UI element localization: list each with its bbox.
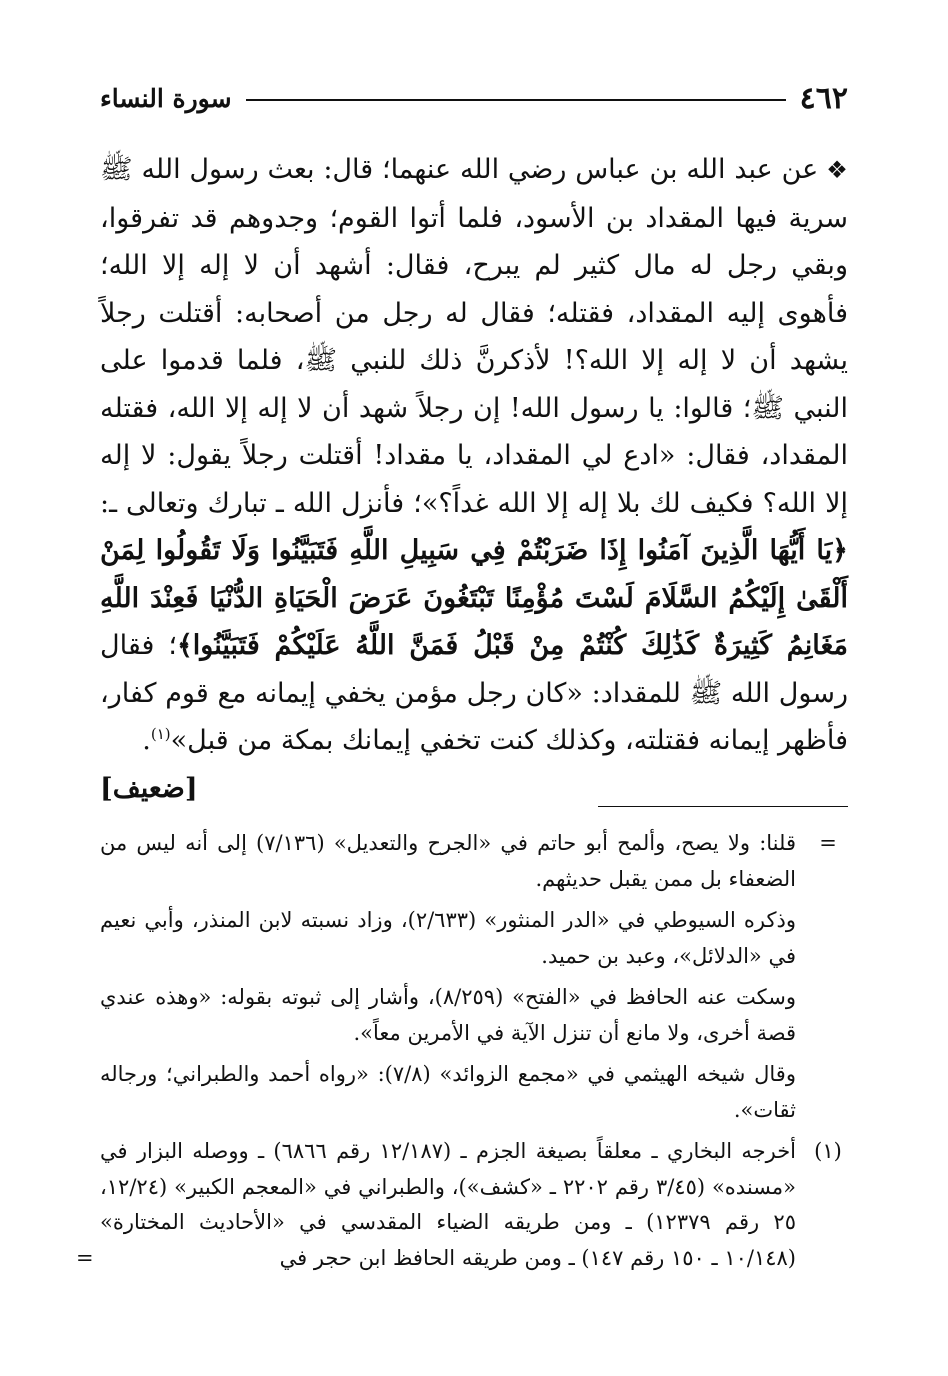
page-header — [100, 78, 848, 118]
page-continues-marker: = — [76, 1245, 94, 1270]
footnote-1-marker: (١) — [814, 1139, 842, 1163]
hadith-text-part1: عن عبد الله بن عباس رضي الله عنهما؛ قال: بعث رسول الله ﷺ سرية فيها المقداد بن الأسود، فلما أتوا القوم؛ وجدوهم قد تفرقوا، وبقي رجل له مال كثير لم يبرح، فقال: أشهد أن لا إله إلا الله؛ فأهوى إليه المقداد، فقتله؛ فقال له رجل من أصحابه: أقتلت رجلاً يشهد أن لا إله إلا الله؟! لأذكرنَّ ذلك للنبي ﷺ، فلما قدموا على النبي ﷺ؛ قالوا: يا رسول الله! إن رجلاً شهد أن لا إله إلا الله، فقتله المقداد، فقال: «ادع لي المقداد، يا مقداد! أقتلت رجلاً يقول: لا إله إلا الله؟ فكيف لك بلا إله إلا الله غداً؟»؛ فأنزل الله ـ تبارك وتعالى ـ: — [100, 154, 848, 519]
footnote-continuation — [100, 826, 848, 1128]
hadith-text — [100, 146, 848, 812]
footnote-paragraph: وقال شيخه الهيثمي في «مجمع الزوائد» (٧/٨): «رواه أحمد والطبراني؛ ورجاله ثقات». — [100, 1062, 796, 1122]
footnote-paragraph: وسكت عنه الحافظ في «الفتح» (٨/٢٥٩)، وأشار إلى ثبوته بقوله: «وهذه عندي قصة أخرى، ولا مانع أن تنزل الآية في الأمرين معاً». — [100, 985, 797, 1045]
page-number: ٤٦٢ — [799, 80, 848, 116]
end-period: . — [142, 725, 151, 756]
hadith-text-part2: ؛ فقال رسول الله ﷺ للمقداد: «كان رجل مؤمن يخفي إيمانه مع قوم كفار، فأظهر إيمانه فقتلته، وكذلك كنت تخفي إيمانك بمكة من قبل» — [100, 630, 848, 756]
footnote-paragraph: وذكره السيوطي في «الدر المنثور» (٢/٦٣٣)، وزاد نسبته لابن المنذر، وأبي نعيم في «الدلائل»، وعبد بن حميد. — [100, 908, 796, 968]
continuation-marker: = — [819, 831, 837, 855]
footnote-reference[interactable]: (١) — [150, 725, 171, 743]
header-rule — [246, 99, 786, 101]
hadith-grade: [ضعيف] — [100, 772, 198, 804]
surah-title: سورة النساء — [100, 83, 232, 113]
footnote-1 — [76, 1134, 848, 1276]
footnote-paragraph: قلنا: ولا يصح، وألمح أبو حاتم في «الجرح والتعديل» (٧/١٣٦) إلى أنه ليس من الضعفاء بل ممن يقبل حديثهم. — [100, 831, 796, 891]
footnotes — [76, 826, 848, 1282]
footnote-1-text: أخرجه البخاري ـ معلقاً بصيغة الجزم ـ (١٢/١٨٧ رقم ٦٨٦٦) ـ ووصله البزار في «مسنده» (٣/٤٥ رقم ٢٢٠٢ ـ «كشف»)، والطبراني في «المعجم الكبير» (١٢/٢٤، ٢٥ رقم ١٢٣٧٩) ـ ومن طريقه الضياء المقدسي في «الأحاديث المختارة» (١٠/١٤٨ ـ ١٥٠ رقم ١٤٧) ـ ومن طريقه الحافظ ابن حجر في = — [100, 1134, 796, 1276]
footnote-separator — [598, 806, 848, 807]
diamond-bullet-icon: ❖ — [826, 156, 849, 184]
quran-verse: ﴿يَا أَيُّهَا الَّذِينَ آمَنُوا إِذَا ضَرَبْتُمْ فِي سَبِيلِ اللَّهِ فَتَبَيَّنُوا وَلَا تَقُولُوا لِمَنْ أَلْقَىٰ إِلَيْكُمُ السَّلَامَ لَسْتَ مُؤْمِنًا تَبْتَغُونَ عَرَضَ الْحَيَاةِ الدُّنْيَا فَعِنْدَ اللَّهِ مَغَانِمُ كَثِيرَةٌ كَذَٰلِكَ كُنْتُمْ مِنْ قَبْلُ فَمَنَّ اللَّهُ عَلَيْكُمْ فَتَبَيَّنُوا﴾ — [100, 535, 849, 661]
